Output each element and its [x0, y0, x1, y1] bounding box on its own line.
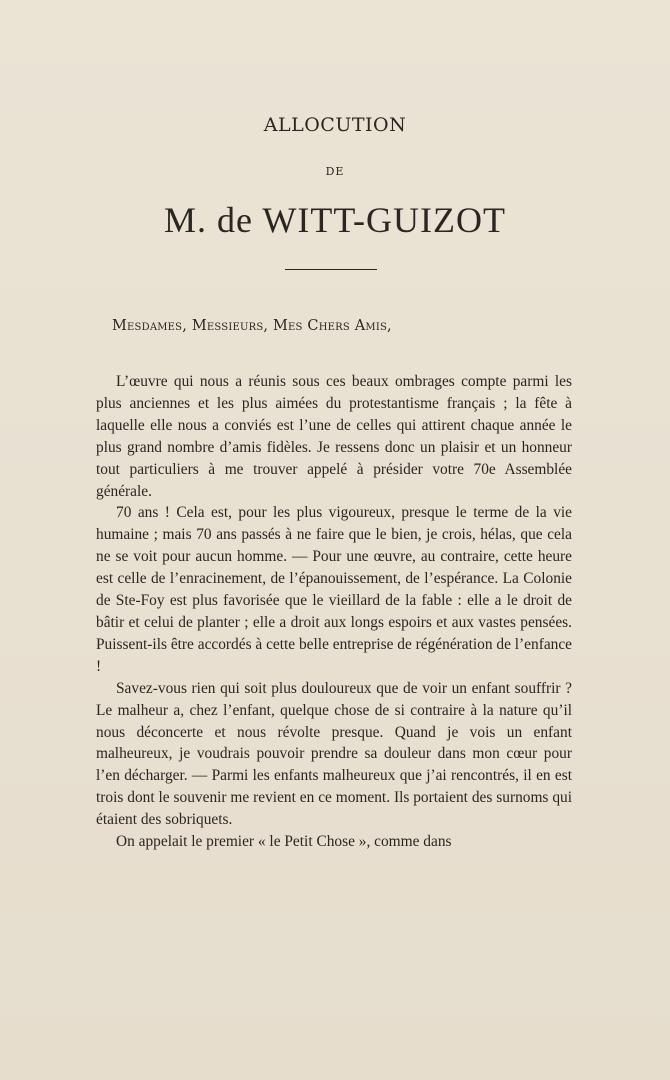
body-text — [96, 371, 572, 853]
title-speaker-name: M. de WITT-GUIZOT — [164, 200, 506, 240]
title-de: DE — [325, 165, 345, 178]
title-divider — [285, 269, 377, 270]
title-allocution: ALLOCUTION — [263, 114, 407, 136]
salutation: Mesdames, Messieurs, Mes Chers Amis, — [112, 318, 392, 334]
paragraph: On appelait le premier « le Petit Chose », comme dans — [116, 833, 452, 851]
paragraph: L’œuvre qui nous a réunis sous ces beaux ombrages compte parmi les plus anciennes et les plus aimées du protestantisme français ; la fête à laquelle elle nous a conviés est l’une de celles qui attirent chaque année le plus grand nombre d’amis fidèles. Je ressens donc un plaisir et un honneur tout particuliers à me trouver appelé à présider votre 70e Assemblée générale. — [96, 373, 572, 500]
paragraph: Savez-vous rien qui soit plus douloureux que de voir un enfant souffrir ? Le malheur a, chez l’enfant, quelque chose de si contraire à la nature qu’il nous déconcerte et nous révolte presque. Quand je vois un enfant malheureux, je voudrais pouvoir prendre sa douleur dans mon cœur pour l’en décharger. — Parmi les enfants malheureux que j’ai rencontrés, il en est trois dont le souvenir me revient en ce moment. Ils portaient des surnoms qui étaient des sobriquets. — [96, 679, 572, 829]
paragraph: 70 ans ! Cela est, pour les plus vigoureux, presque le terme de la vie humaine ; mais 70 ans passés à ne faire que le bien, je crois, hélas, que cela ne se voit pour aucun homme. — Pour une œuvre, au contraire, cette heure est celle de l’enracinement, de l’épanouissement, de l’espérance. La Colonie de Ste-Foy est plus favorisée que le vieillard de la fable : elle a le droit de bâtir et celui de planter ; elle a droit aux longs espoirs et aux vastes pensées. Puissent-ils être accordés à cette belle entreprise de régénération de l’enfance ! — [96, 504, 573, 675]
